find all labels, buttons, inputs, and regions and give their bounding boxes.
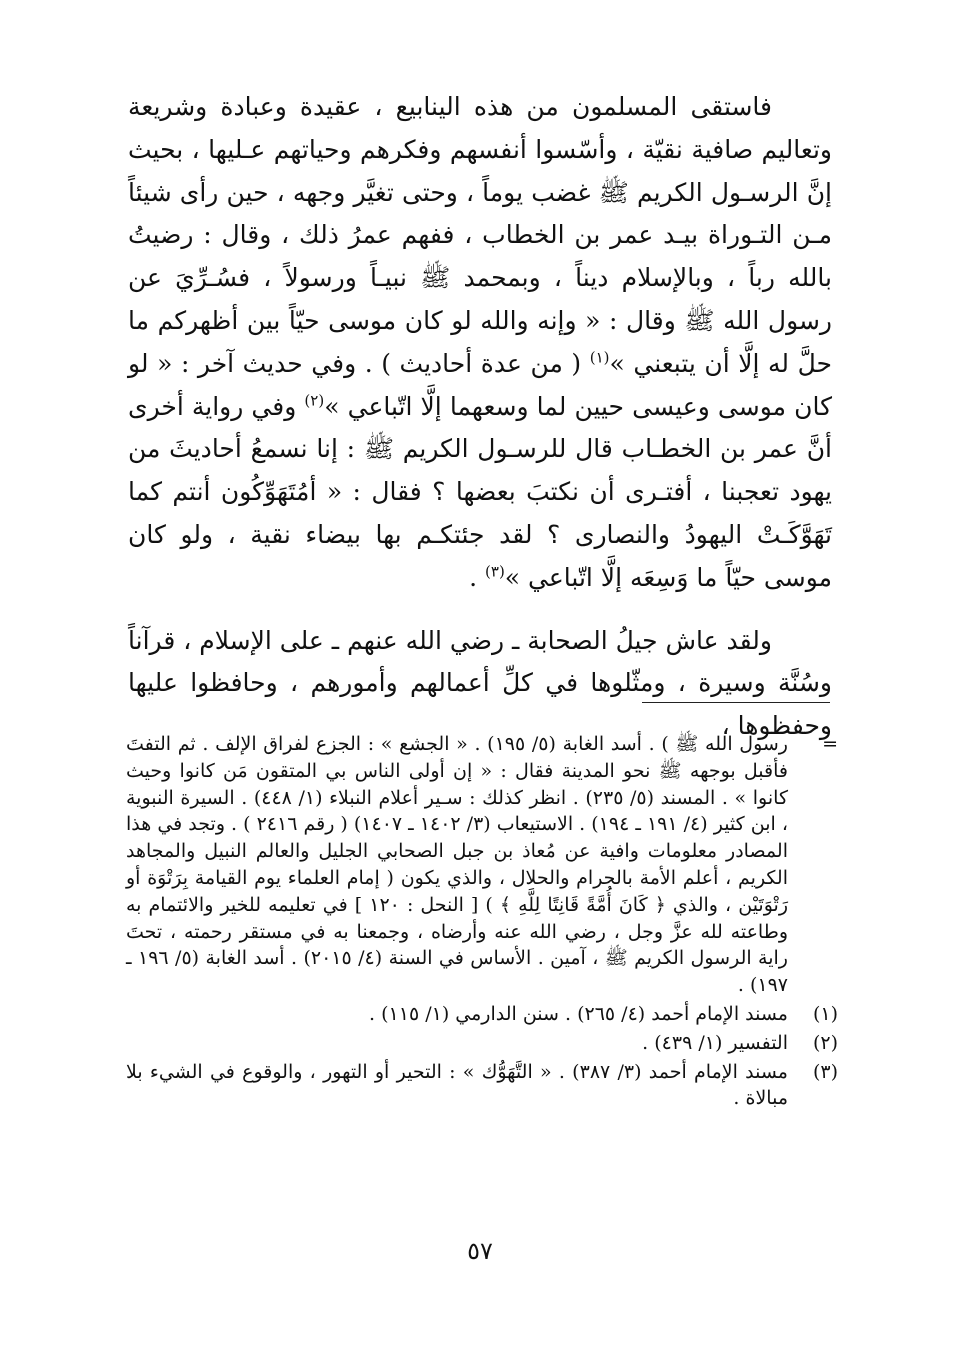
- footnote-text: مسند الإمام أحمد (٤/ ٢٦٥) . سنن الدارمي (١/ ١١٥) .: [369, 1002, 788, 1025]
- footnote-ref-2: (٢): [304, 391, 325, 410]
- footnote-text: التفسير (١/ ٤٣٩) .: [642, 1031, 788, 1054]
- footnote-1: [126, 1001, 838, 1028]
- paragraph-1: [128, 86, 832, 600]
- paragraph-1-part-3: وفي رواية أخرى أنَّ عمر بن الخطـاب قال للرسـول الكريم ﷺ : إنا نسمعُ أحاديثَ من يهود تعجبنا ، أفتـرى أن نكتبَ بعضها ؟ فقال : « أمُتَهَوِّكُون أنتم كما تَهَوَّكَـتْ اليهودُ والنصارى ؟ لقد جئتكـم بها بيضاء نقية ، ولو كان موسى حيّاً ما وَسِعَه إلَّا اتّباعي »: [128, 391, 832, 592]
- paragraph-1-part-4: .: [469, 562, 486, 592]
- footnote-2: [126, 1030, 838, 1057]
- footnote-ref-3: (٣): [485, 562, 505, 581]
- footnote-marker: (٢): [812, 1031, 838, 1054]
- footnotes: [126, 731, 838, 1112]
- page-number: ٥٧: [467, 1237, 493, 1265]
- footnote-continuation-text: رسول الله ﷺ ) . أسد الغابة (٥/ ١٩٥) . « الجشع » : الجزع لفراق الإلف . ثم التفتَ فأقبل بوجهه ﷺ نحو المدينة فقال : « إن أولى الناس بي المتقون مَن كانوا وحيث كانوا » . المسند (٥/ ٢٣٥) . انظر كذلك : سـير أعلام النبلاء (١/ ٤٤٨) . السيرة النبوية ، ابن كثير (٤/ ١٩١ ـ ١٩٤) . الاستيعاب (٣/ ١٤٠٢ ـ ١٤٠٧) ( رقم ٢٤١٦ ) . وتجد في هذا المصادر معلومات وافية عن مُعاذ بن جبل الصحابي الجليل والعالم النبيل والمجاهد الكريم ، أعلم الأمة بالحرام والحلال ، والذي يكون ( إمام العلماء يوم القيامة بِرَتْوَة أو رَتْوَتَيْن ، والذي ﴿ كَانَ أُمَّةً قَانِتًا لِلَّهِ ﴾ ) [ النحل : ١٢٠ ] في تعليمه للخير والائتمام به وطاعته لله عزَّ وجل ، رضي الله عنه وأرضاه ، وجمعنا به في مستقر رحمته ، تحتَ راية الرسول الكريم ﷺ ، آمين . الأساس في السنة (٤/ ٢٠١٥) . أسد الغابة (٥/ ١٩٦ ـ ١٩٧) .: [126, 733, 788, 997]
- footnote-continuation: [126, 731, 838, 999]
- footnote-separator: [642, 702, 830, 703]
- paragraph-1-part-1: فاستقى المسلمون من هذه الينابيع ، عقيدة وعبادة وشريعة وتعاليم صافية نقيّة ، وأسّسوا أنفسهم وفكرهم وحياتهم عـليها ، بحيث إنَّ الرسـول الكريم ﷺ غضب يوماً ، وحتى تغيَّر وجهه ، حين رأى شيئاً مـن التـوراة بيـد عمر بن الخطاب ، ففهم عمرُ ذلك ، وقال : رضيتُ بالله رباً ، وبالإسلام ديناً ، وبمحمد ﷺ نبيـاً ورسولاً ، فسُـرِّيَ عن رسول الله ﷺ وقال : « وإنه والله لو كان موسى حيّاً بين أظهركم ما حلَّ له إلَّا أن يتبعني »: [128, 92, 832, 378]
- footnote-marker: (٣): [812, 1060, 838, 1083]
- continuation-marker: =: [822, 733, 838, 755]
- footnote-marker: (١): [812, 1002, 838, 1025]
- paragraph-2: ولقد عاش جيلُ الصحابة ـ رضي الله عنهم ـ على الإسلام ، قرآناً وسُنَّة وسيرة ، ومثّلوها في كلِّ أعمالهم وأمورهم ، وحافظوا عليها وحفظوها ،: [128, 625, 832, 741]
- footnote-3: [126, 1059, 838, 1113]
- main-text: [128, 86, 832, 748]
- footnote-text: مسند الإمام أحمد (٣/ ٣٨٧) . « التَّهَوُّك » : التحير أو التهور ، والوقوع في الشيء بلا مبالاة .: [126, 1060, 788, 1110]
- footnote-ref-1: (١): [589, 348, 610, 367]
- paragraph-1-part-2: ( من عدة أحاديث ) . وفي حديث آخر : « لو كان موسى وعيسى حيين لما وسعهما إلَّا اتّباعي »: [128, 348, 832, 421]
